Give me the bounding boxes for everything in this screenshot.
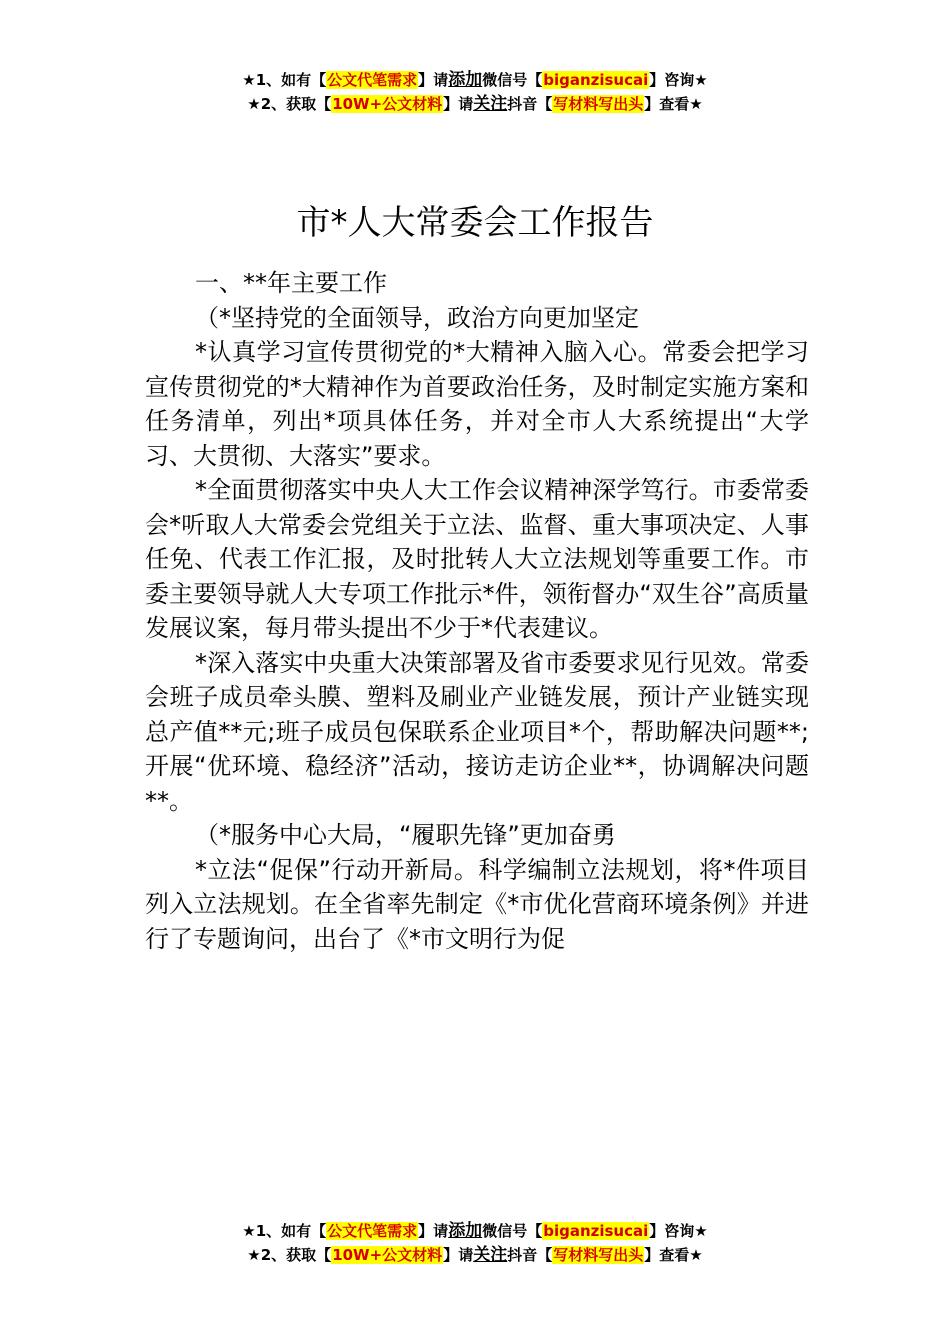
highlight-materials: 10W+公文材料 xyxy=(332,1246,443,1264)
section-heading: 一、**年主要工作 xyxy=(195,269,387,297)
promo-banner-top xyxy=(0,68,950,116)
highlight-douyin: 写材料写出头 xyxy=(553,95,644,113)
highlight-service: 公文代笔需求 xyxy=(327,1222,418,1240)
highlight-wechat-id: biganzisucai xyxy=(543,71,649,89)
paragraph: *全面贯彻落实中央人大工作会议精神深学笃行。市委常委会*听取人大常委会党组关于立法、监督、重大事项决定、人事任免、代表工作汇报，及时批转人大立法规划等重要工作。市委主要领导就人大专项工作批示*件，领衔督办“双生谷”高质量发展议案，每月带头提出不少于*代表建议。 xyxy=(145,476,809,642)
highlight-service: 公文代笔需求 xyxy=(327,71,418,89)
highlight-materials: 10W+公文材料 xyxy=(332,95,443,113)
promo-banner-bottom xyxy=(0,1219,950,1267)
subsection-heading: （*坚持党的全面领导，政治方向更加坚定 xyxy=(195,303,639,332)
promo-line-1: ★1、如有【公文代笔需求】请添加微信号【biganzisucai】咨询★ xyxy=(242,70,708,90)
subsection-heading: （*服务中心大局，“履职先锋”更加奋勇 xyxy=(195,821,616,849)
highlight-douyin: 写材料写出头 xyxy=(553,1246,644,1264)
promo-line-2: ★2、获取【10W+公文材料】请关注抖音【写材料写出头】查看★ xyxy=(247,1245,703,1265)
paragraph: *认真学习宣传贯彻党的*大精神入脑入心。常委会把学习宣传贯彻党的*大精神作为首要政治任务，及时制定实施方案和任务清单，列出*项具体任务，并对全市人大系统提出“大学习、大贯彻、大落实”要求。 xyxy=(145,338,809,470)
promo-line-2: ★2、获取【10W+公文材料】请关注抖音【写材料写出头】查看★ xyxy=(247,94,703,114)
paragraph: *深入落实中央重大决策部署及省市委要求见行见效。常委会班子成员牵头膜、塑料及刷业产业链发展，预计产业链实现总产值**元;班子成员包保联系企业项目*个，帮助解决问题**;开展“优环境、稳经济”活动，接访走访企业**，协调解决问题**。 xyxy=(145,648,809,815)
promo-line-1: ★1、如有【公文代笔需求】请添加微信号【biganzisucai】咨询★ xyxy=(242,1221,708,1241)
page-title: 市*人大常委会工作报告 xyxy=(296,202,654,243)
document-body xyxy=(145,266,809,956)
highlight-wechat-id: biganzisucai xyxy=(543,1222,649,1240)
paragraph: *立法“促保”行动开新局。科学编制立法规划，将*件项目列入立法规划。在全省率先制定《*市优化营商环境条例》并进行了专题询问，出台了《*市文明行为促 xyxy=(145,855,809,953)
